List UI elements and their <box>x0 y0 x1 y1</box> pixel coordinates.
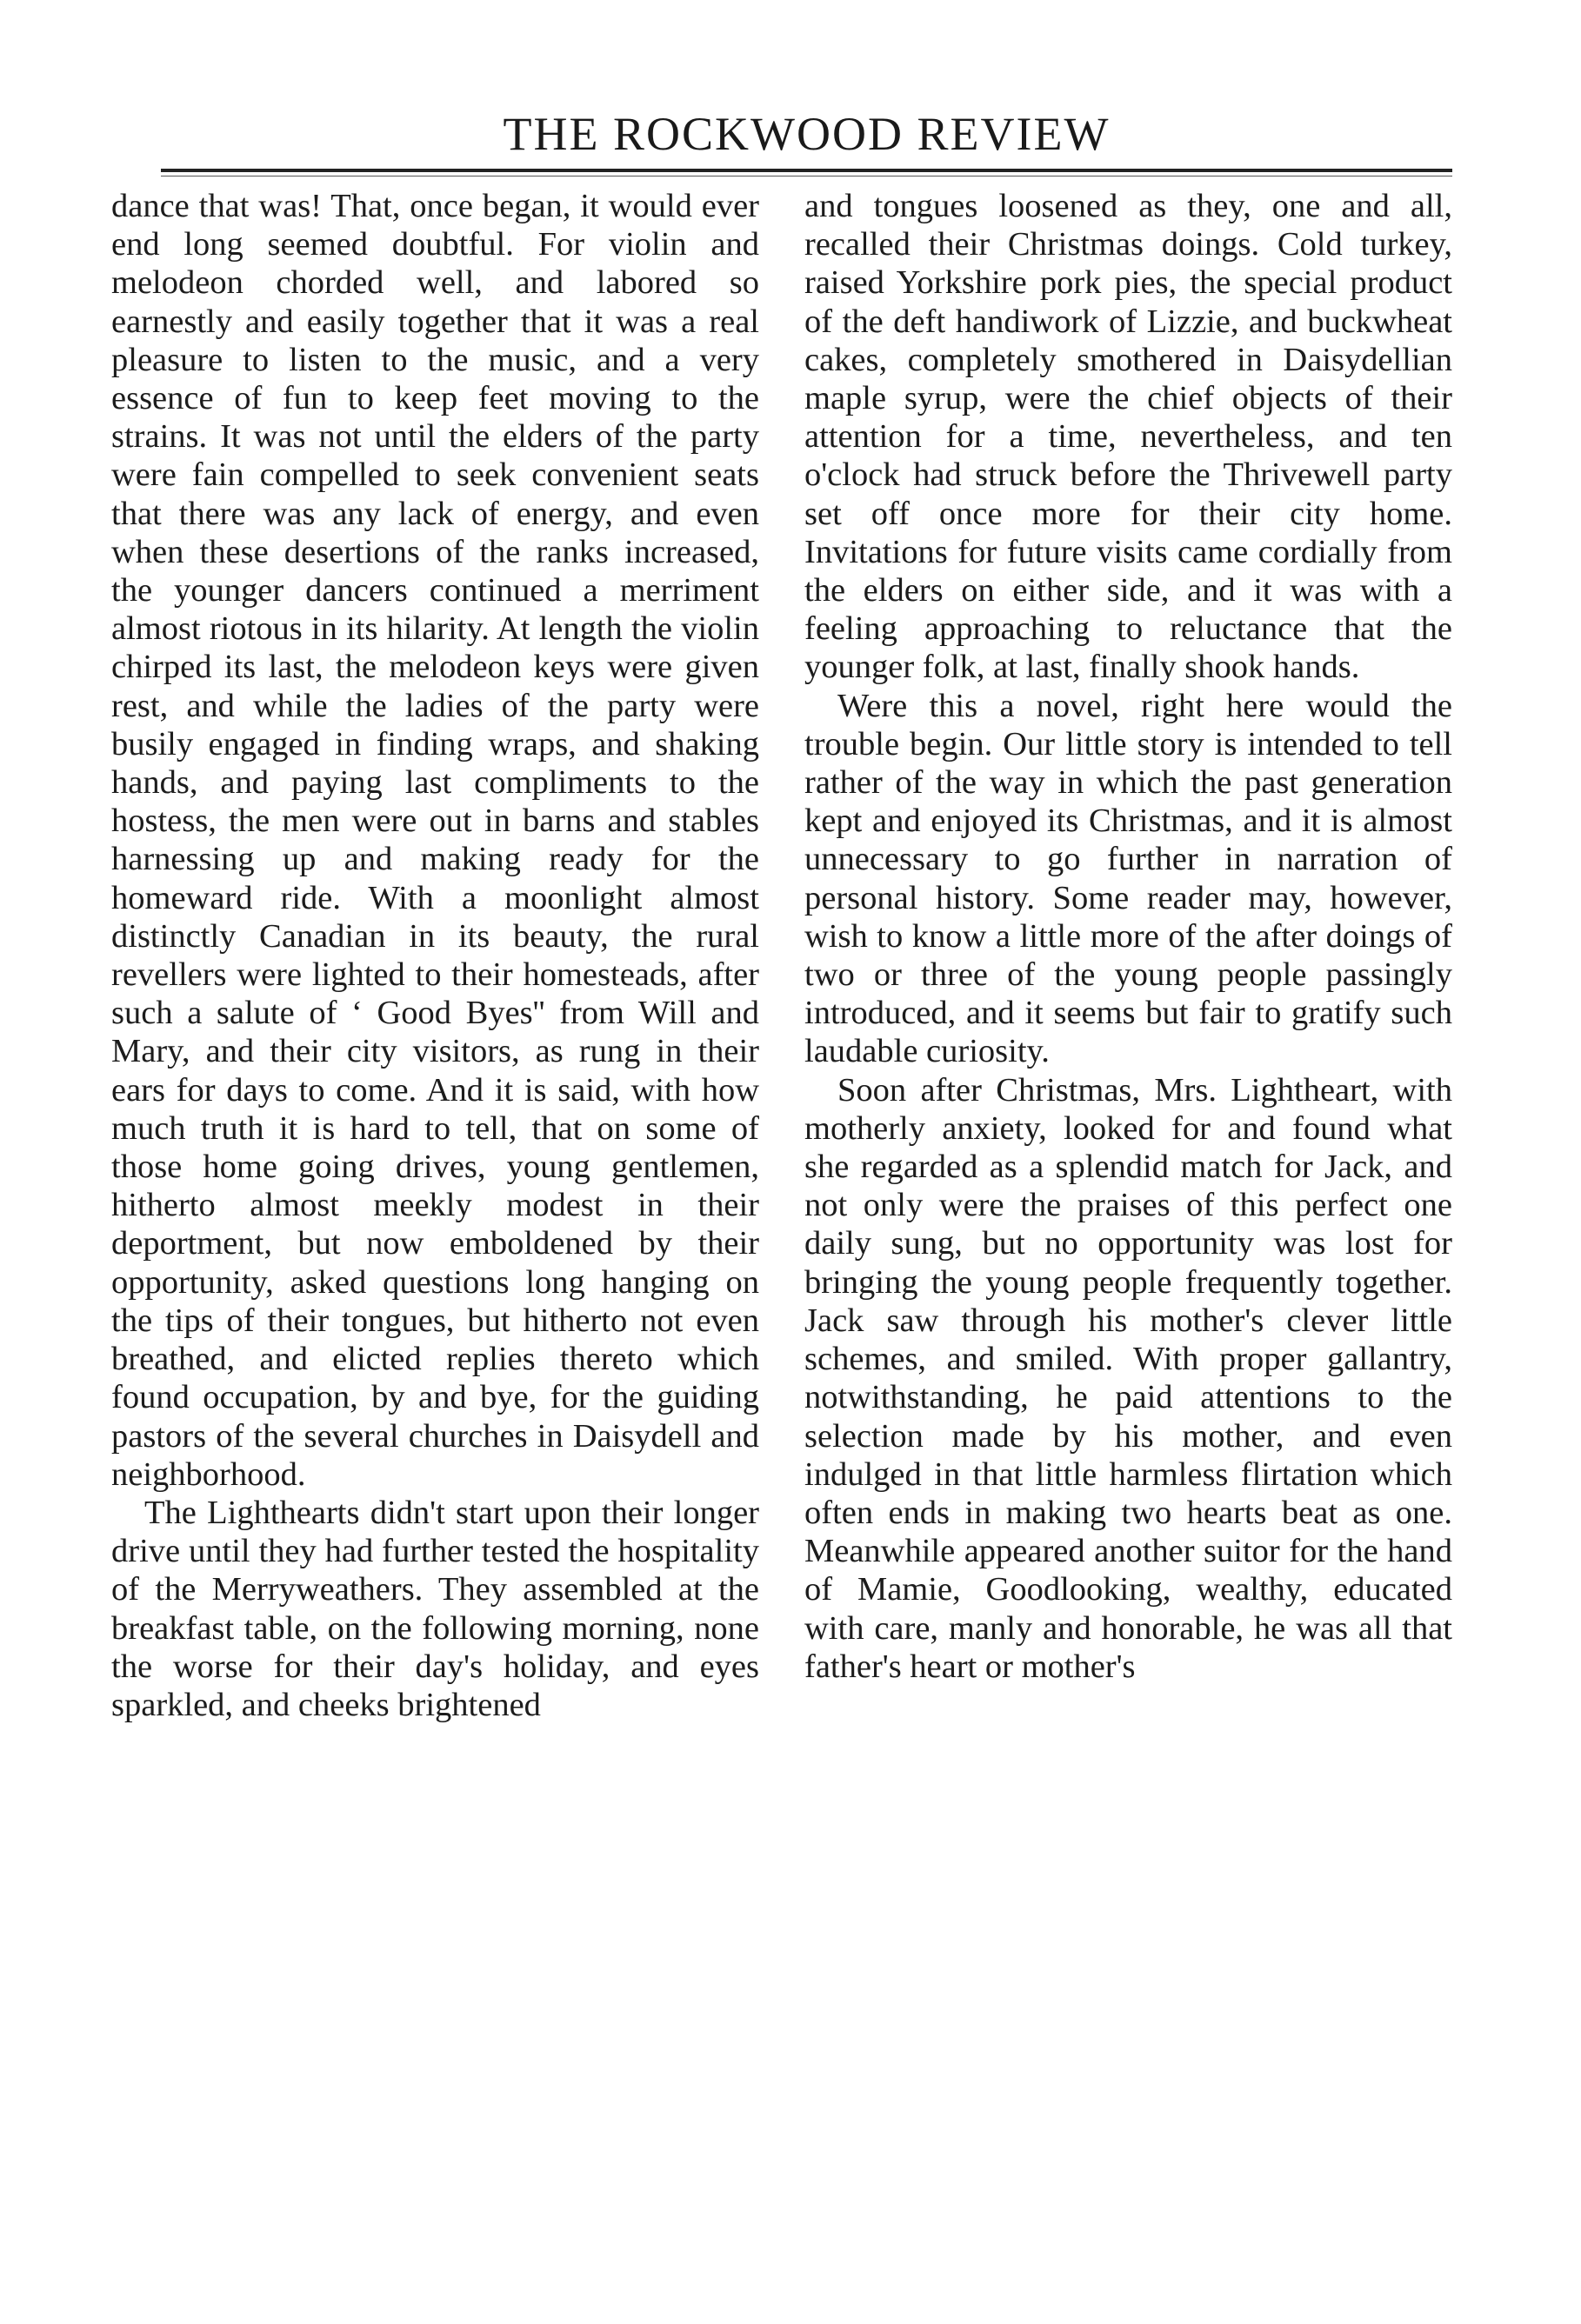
header-rule <box>161 169 1452 172</box>
paragraph: Soon after Christmas, Mrs. Lightheart, with motherly anxiety, looked for and found what she regarded as a splendid match for Jack, and not only were the praises of this perfect one daily sung, but no opportunity was lost for bringing the young people frequently together. Jack saw through his mother's clever little schemes, and smiled. With proper gallantry, notwithstanding, he paid attentions to the selection made by his mother, and even indulged in that little harmless flirtation which often ends in making two hearts beat as one. Meanwhile appeared another suitor for the hand of Mamie, Goodlooking, wealthy, educated with care, manly and honorable, he was all that father's heart or mother's <box>804 1071 1452 1685</box>
page-header-title: THE ROCKWOOD REVIEW <box>503 108 1111 160</box>
left-column <box>111 187 759 1724</box>
paragraph-continued: dance that was! That, once began, it would ever end long seemed doubtful. For violin and melodeon chorded well, and labored so earnestly and easily together that it was a real pleasure to listen to the music, and a very essence of fun to keep feet moving to the strains. It was not until the elders of the party were fain compelled to seek convenient seats that there was any lack of energy, and even when these desertions of the ranks increased, the younger dancers continued a merriment almost riotous in its hilarity. At length the violin chirped its last, the melodeon keys were given rest, and while the ladies of the party were busily engaged in finding wraps, and shaking hands, and paying last compliments to the hostess, the men were out in barns and stables harnessing up and making ready for the homeward ride. With a moonlight almost distinctly Canadian in its beauty, the rural revellers were lighted to their homesteads, after such a salute of ‘ Good Byes'' from Will and Mary, and their city visitors, as rung in their ears for days to come. And it is said, with how much truth it is hard to tell, that on some of those home going drives, young gentlemen, hitherto almost meekly modest in their deportment, but now emboldened by their opportunity, asked questions long hanging on the tips of their tongues, but hitherto not even breathed, and elicted replies thereto which found occupation, by and bye, for the guiding pastors of the several churches in Daisydell and neighborhood. <box>111 188 759 1493</box>
right-column <box>804 187 1452 1686</box>
paragraph-continued: and tongues loosened as they, one and all, recalled their Christmas doings. Cold turkey, raised Yorkshire pork pies, the special product of the deft handiwork of Lizzie, and buckwheat cakes, completely smothered in Daisydellian maple syrup, were the chief objects of their attention for a time, nevertheless, and ten o'clock had struck before the Thrivewell party set off once more for their city home. Invitations for future visits came cordially from the elders on either side, and it was with a feeling approaching to reluctance that the younger folk, at last, finally shook hands. <box>804 188 1452 686</box>
paragraph: The Lighthearts didn't start upon their longer drive until they had further tested the hospitality of the Merryweathers. They assembled at the breakfast table, on the following morning, none the worse for their day's holiday, and eyes sparkled, and cheeks brightened <box>111 1494 759 1723</box>
paragraph: Were this a novel, right here would the trouble begin. Our little story is intended to tell rather of the way in which the past generation kept and enjoyed its Christmas, and it is almost unnecessary to go further in narration of personal history. Some reader may, however, wish to know a little more of the after doings of two or three of the young people passingly introduced, and it seems but fair to gratify such laudable curiosity. <box>804 687 1452 1070</box>
